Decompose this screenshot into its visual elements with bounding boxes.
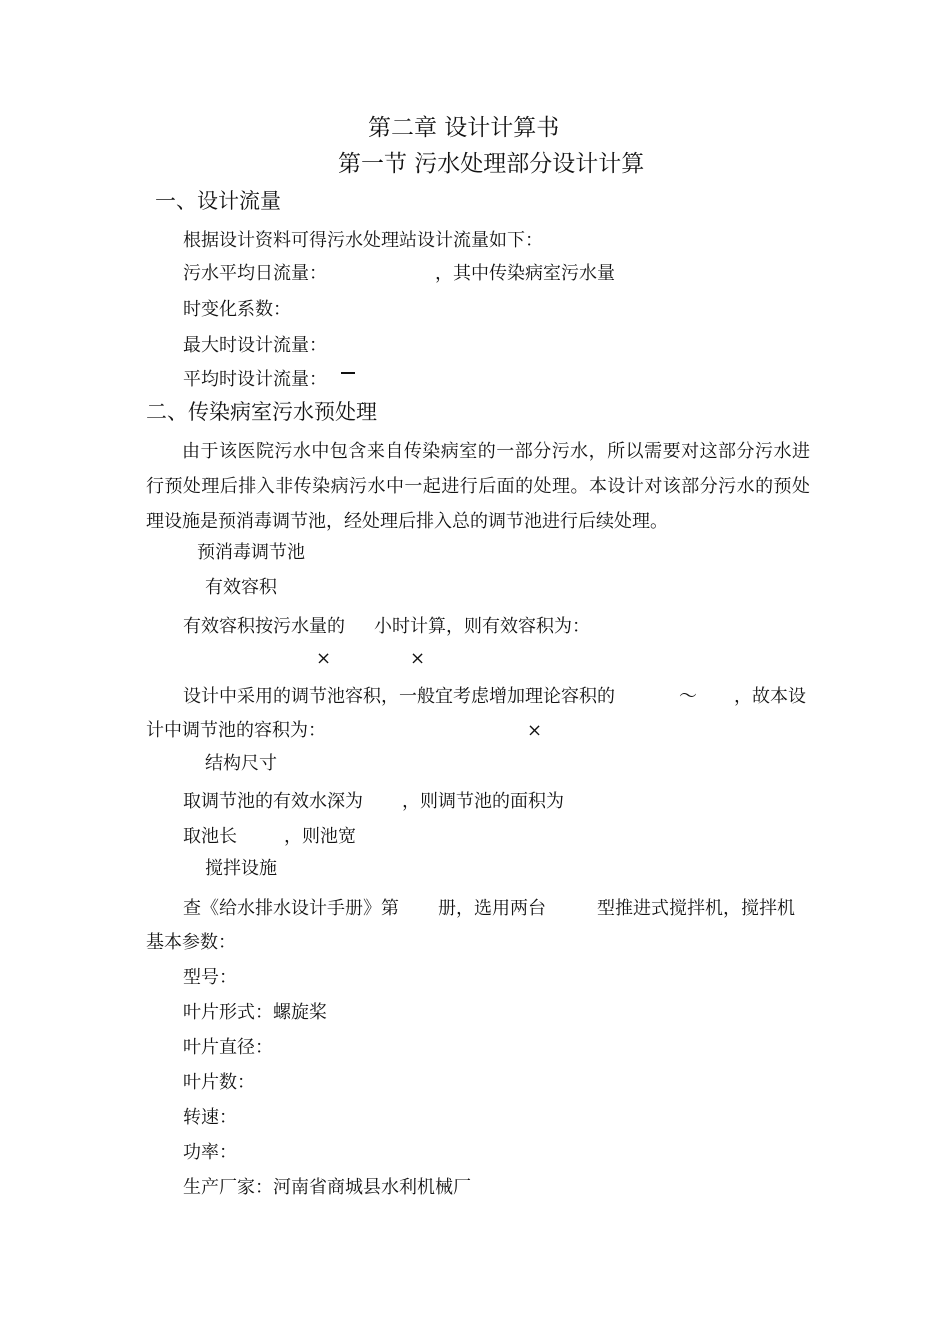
tilde-symbol: ～ bbox=[679, 686, 697, 707]
pretreatment-paragraph: 由于该医院污水中包含来自传染病室的一部分污水，所以需要对这部分污水进行预处理后排入非传染病污水中一起进行后面的处理。本设计对该部分污水的预处理设施是预消毒调节池，经处理后排入总的调节池进行后续处理。 bbox=[146, 441, 810, 532]
spec-speed: 转速： bbox=[183, 1107, 237, 1128]
spec-blade-count: 叶片数： bbox=[183, 1072, 255, 1093]
spec-blade-type: 叶片形式：螺旋桨 bbox=[183, 1002, 327, 1023]
heading-pretreatment: 二、传染病室污水预处理 bbox=[146, 400, 377, 424]
spec-maker: 生产厂家：河南省商城县水利机械厂 bbox=[183, 1177, 471, 1198]
subheading-mixing: 搅拌设施 bbox=[205, 858, 277, 879]
length-text-a: 取池长 bbox=[183, 826, 237, 847]
times-symbol-2: × bbox=[410, 648, 426, 669]
infectious-ward-flow-label: ，其中传染病室污水量 bbox=[435, 263, 615, 284]
depth-text-b: ，则调节池的面积为 bbox=[402, 791, 564, 812]
flow-intro-text: 根据设计资料可得污水处理站设计流量如下： bbox=[183, 230, 543, 251]
fraction-bar bbox=[341, 372, 355, 374]
avg-hour-flow-label: 平均时设计流量： bbox=[183, 369, 327, 390]
times-symbol-3: × bbox=[527, 720, 543, 741]
subheading-structure-size: 结构尺寸 bbox=[205, 753, 277, 774]
max-hour-flow-label: 最大时设计流量： bbox=[183, 335, 327, 356]
chapter-title: 第二章 设计计算书 bbox=[368, 115, 560, 141]
design-volume-text-a: 设计中采用的调节池容积，一般宜考虑增加理论容积的 bbox=[183, 686, 615, 707]
depth-text-a: 取调节池的有效水深为 bbox=[183, 791, 363, 812]
mixer-text-a: 查《给水排水设计手册》第 bbox=[183, 898, 399, 919]
times-symbol-1: × bbox=[316, 648, 332, 669]
volume-calc-text-a: 有效容积按污水量的 bbox=[183, 616, 345, 637]
mixer-text-c: 型推进式搅拌机，搅拌机 bbox=[597, 898, 795, 919]
design-volume-text-c: 计中调节池的容积为： bbox=[146, 720, 326, 741]
volume-calc-text-b: 小时计算，则有效容积为： bbox=[374, 616, 590, 637]
avg-daily-flow-label: 污水平均日流量： bbox=[183, 263, 327, 284]
design-volume-text-b: ，故本设 bbox=[734, 686, 806, 707]
spec-power: 功率： bbox=[183, 1142, 237, 1163]
mixer-text-d: 基本参数： bbox=[146, 932, 236, 953]
subheading-effective-volume: 有效容积 bbox=[205, 577, 277, 598]
spec-blade-diameter: 叶片直径： bbox=[183, 1037, 273, 1058]
length-text-b: ，则池宽 bbox=[284, 826, 356, 847]
subheading-predisinfection-tank: 预消毒调节池 bbox=[197, 542, 305, 563]
spec-model: 型号： bbox=[183, 967, 237, 988]
hourly-factor-label: 时变化系数： bbox=[183, 299, 291, 320]
heading-design-flow: 一、设计流量 bbox=[155, 189, 281, 213]
mixer-text-b: 册，选用两台 bbox=[438, 898, 546, 919]
section-title: 第一节 污水处理部分设计计算 bbox=[338, 151, 645, 177]
